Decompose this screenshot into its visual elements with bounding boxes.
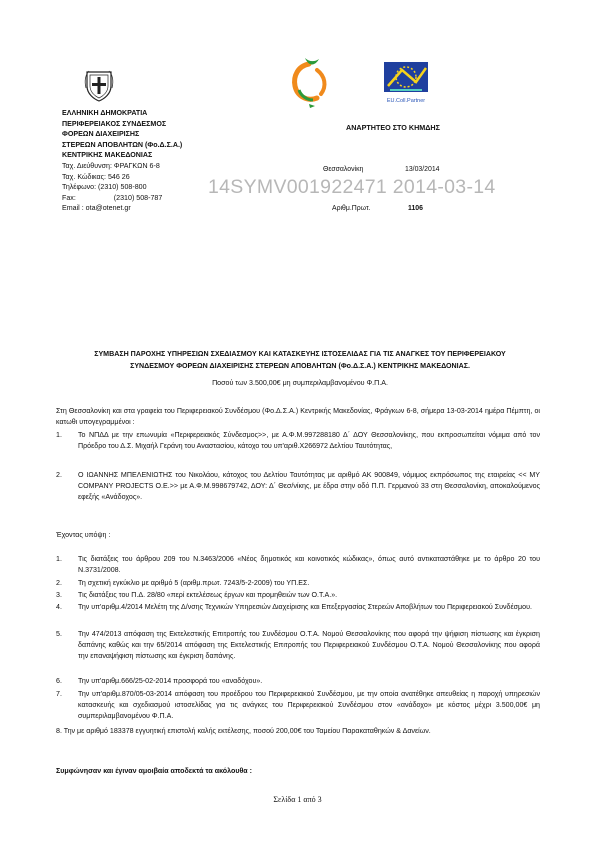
contract-title-line: ΣΥΜΒΑΣΗ ΠΑΡΟΧΗΣ ΥΠΗΡΕΣΙΩΝ ΣΧΕΔΙΑΣΜΟΥ ΚΑΙ ΚΑΤΑΣΚΕΥΗΣ ΙΣΤΟΣΕΛΙΔΑΣ ΓΙΑ ΤΙΣ ΑΝΑΓΚΕΣ ΤΟΥ ΠΕΡΙΦΕΡΕΙΑΚΟΥ: [94, 350, 506, 358]
having-label: Έχοντας υπόψη :: [56, 531, 111, 539]
sender-header: [62, 108, 182, 214]
consideration-item: [56, 629, 540, 662]
guarantee-item: 8. Την με αριθμό 183378 εγγυητική επιστολή καλής εκτέλεσης, ποσού 200,00€ του Ταμείου Παρακαταθηκών & Δανείων.: [56, 727, 431, 735]
place-date-label: Θεσσαλονίκη: [323, 166, 364, 173]
consideration-number: 3.: [56, 591, 62, 599]
header-fax: [62, 193, 182, 204]
consideration-number: 2.: [56, 579, 62, 587]
consideration-item: [56, 554, 540, 576]
party-text: Το ΝΠΔΔ με την επωνυμία «Περιφερειακός Σύνδεσμος>>, με Α.Φ.Μ.997288180 Δ΄ ΔΟΥ Θεσσαλονίκης, που εκπροσωπείται νόμιμα από τον Πρόεδρο του Δ.Σ. Μιχαήλ Γεράνη του Αναστασίου, κάτοχο του υπ'αριθ.Χ266972 Δελτίου Ταυτότητας,: [78, 431, 540, 450]
header-line: ΚΕΝΤΡΙΚΗΣ ΜΑΚΕΔΟΝΙΑΣ: [62, 151, 153, 160]
fax-label: Fax:: [62, 193, 76, 202]
header-address: Ταχ. Διεύθυνση: ΦΡΑΓΚΩΝ 6-8: [62, 161, 160, 170]
eu-partner-caption: EU.Coll.Partner: [386, 98, 426, 104]
consideration-item: [56, 590, 540, 601]
party-item: [56, 430, 540, 452]
consideration-number: 5.: [56, 630, 62, 638]
header-postcode: Ταχ. Κώδικας: 546 26: [62, 172, 130, 181]
fax-value: (2310) 508-787: [113, 193, 163, 202]
consideration-number: 7.: [56, 690, 62, 698]
consideration-text: Την υπ'αριθμ.870/05-03-2014 απόφαση του προέδρου του Περιφερειακού Συνδέσμου, με την οποία ανατέθηκε απευθείας η παροχή υπηρεσιών κατασκευής και σχεδιασμού ιστοσελίδας για τις ανάγκες του Περιφερειακού Συνδέσμου στον «ανάδοχο» με κόστος μέχρι 3.500,00€ μη συμπεριλαμβανομένου Φ.Π.Α.: [78, 690, 540, 720]
contract-amount: Ποσού των 3.500,00€ μη συμπεριλαμβανομένου Φ.Π.Α.: [212, 379, 388, 387]
header-line: ΠΕΡΙΦΕΡΕΙΑΚΟΣ ΣΥΝΔΕΣΜΟΣ: [62, 119, 167, 128]
header-email: Email : ota@otenet.gr: [62, 204, 131, 213]
fodsa-logo-icon: [285, 56, 333, 108]
greek-republic-emblem-icon: [84, 68, 114, 102]
posted-notice: ΑΝΑΡΤΗΤΕΟ ΣΤΟ ΚΗΜΔΗΣ: [346, 123, 440, 132]
protocol-number: 1106: [408, 205, 423, 212]
header-phone: Τηλέφωνο: (2310) 508-800: [62, 183, 147, 192]
consideration-text: Την 474/2013 απόφαση της Εκτελεστικής Επιτροπής του Συνδέσμου Ο.Τ.Α. Νομού Θεσσαλονίκης που αφορά την ψήφιση πίστωσης και έγκριση δαπάνης καθώς και την 65/2014 απόφαση της Εκτελεστικής Επιτροπής του Περιφερειακού Συνδέσμου Ο.Τ.Α. Νομού Θεσσαλονίκης που αφορά την επαναψήφιση πίστωσης και έγκριση δαπάνης.: [78, 630, 540, 660]
contract-title-line: ΣΥΝΔΕΣΜΟΥ ΦΟΡΕΩΝ ΔΙΑΧΕΙΡΙΣΗΣ ΣΤΕΡΕΩΝ ΑΠΟΒΛΗΤΩΝ (Φο.Δ.Σ.Α.) ΚΕΝΤΡΙΚΗΣ ΜΑΚΕΔΟΝΙΑΣ.: [130, 362, 470, 370]
protocol-label: Αριθμ.Πρωτ.: [332, 205, 371, 212]
document-date: 13/03/2014: [405, 166, 440, 173]
eu-partner-logo-icon: [382, 60, 430, 106]
consideration-item: [56, 602, 540, 613]
adam-watermark: 14SYMV001922471 2014-03-14: [208, 176, 496, 198]
consideration-text: Τις διατάξεις του άρθρου 209 του Ν.3463/2006 «Νέος δημοτικός και κοινοτικός κώδικας», όπως αυτό αντικαταστάθηκε με το άρθρο 20 του Ν.3731/2008.: [78, 555, 540, 574]
consideration-item: [56, 676, 540, 687]
consideration-item: [56, 689, 540, 722]
consideration-number: 6.: [56, 677, 62, 685]
intro-paragraph: Στη Θεσσαλονίκη και στα γραφεία του Περιφερειακού Συνδέσμου (Φο.Δ.Σ.Α.) Κεντρικής Μακεδονίας, Φράγκων 6-8, σήμερα 13-03-2014 ημέρα Πέμπτη, οι κατωθι υπογεγραμμένοι :: [56, 407, 540, 426]
consideration-item: [56, 578, 540, 589]
header-line: ΕΛΛΗΝΙΚΗ ΔΗΜΟΚΡΑΤΙΑ: [62, 109, 148, 117]
party-number: 2.: [56, 471, 62, 479]
consideration-text: Την υπ'αριθμ.4/2014 Μελέτη της Δ/νσης Τεχνικών Υπηρεσιών Διαχείρισης και Επεξεργασίας Στερεών Αποβλήτων του Περιφερειακού Συνδέσμου.: [78, 603, 532, 611]
consideration-text: Τις διατάξεις του Π.Δ. 28/80 «περί εκτελέσεως έργων και προμηθειών των Ο.Τ.Α.».: [78, 591, 338, 599]
consideration-number: 4.: [56, 603, 62, 611]
party-text: Ο ΙΩΑΝΝΗΣ ΜΠΕΛΕΝΙΩΤΗΣ του Νικολάου, κάτοχος του Δελτίου Ταυτότητας με αριθμό ΑΚ 900849, νόμιμος εκπρόσωπος της εταιρείας << MY COMPANY PROJECTS O.E.>> με Α.Φ.Μ.998679742, ΔΟΥ: Δ΄ Θεσ/νίκης, με έδρα στην οδό Π.Π. Γερμανού 33 στη Θεσσαλονίκη, αποκαλούμενος εφεξής «Ανάδοχος».: [78, 471, 540, 501]
consideration-number: 1.: [56, 555, 62, 563]
agreed-label: Συμφώνησαν και έγιναν αμοιβαία αποδεκτά τα ακόλουθα :: [56, 767, 252, 775]
party-number: 1.: [56, 431, 62, 439]
contract-title: [40, 348, 560, 372]
party-item: [56, 470, 540, 503]
consideration-text: Τη σχετική εγκύκλιο με αριθμό 5 (αριθμ.πρωτ. 7243/5-2-2009) του ΥΠ.ΕΣ.: [78, 579, 310, 587]
header-line: ΣΤΕΡΕΩΝ ΑΠΟΒΛΗΤΩΝ (Φο.Δ.Σ.Α.): [62, 140, 183, 149]
header-line: ΦΟΡΕΩΝ ΔΙΑΧΕΙΡΙΣΗΣ: [62, 130, 140, 139]
consideration-text: Την υπ'αριθμ.666/25-02-2014 προσφορά του «αναδόχου».: [78, 677, 263, 685]
page-number: Σελίδα 1 από 3: [273, 795, 322, 804]
